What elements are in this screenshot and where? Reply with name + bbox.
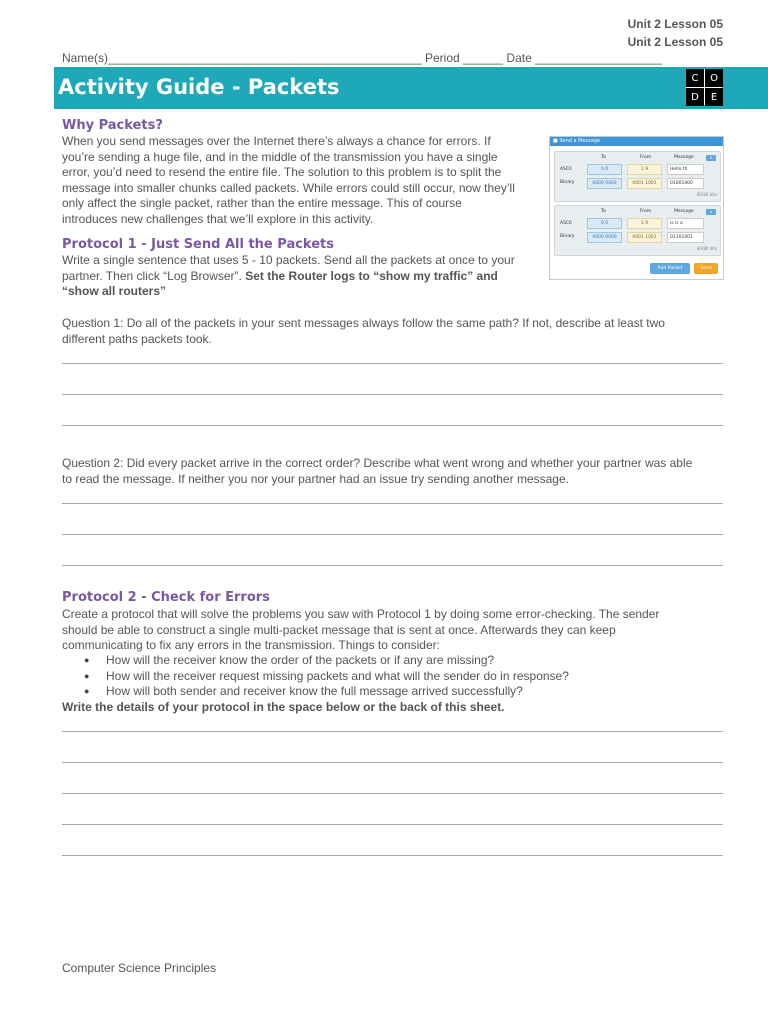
answer-line	[62, 762, 723, 763]
list-item: ● How will both sender and receiver know the full message arrived successfully?	[106, 684, 569, 700]
protocol-1-text: Write a single sentence that uses 5 - 10 packets. Send all the packets at once to your partner. Then click “Log Browser”. Set the Router logs to “show my traffic” and “show all routers”	[62, 253, 515, 298]
considerations-list	[62, 653, 569, 700]
answer-line	[62, 534, 723, 535]
from-ascii-input[interactable]: 1.9	[627, 164, 662, 175]
packet-editor: To From Message x ASCII Binary 0.0 1.9 Hello th 0000 0000 0001 1001 01001000 80/80 bits	[554, 151, 721, 202]
to-ascii-input[interactable]: 0.0	[587, 218, 622, 229]
list-item: ● How will the receiver request missing packets and what will the sender do in response?	[106, 669, 569, 685]
remove-packet-button[interactable]: x	[706, 209, 716, 215]
protocol-2-instruction: Write the details of your protocol in the space below or the back of this sheet.	[62, 700, 505, 714]
add-packet-button[interactable]: Add Packet	[650, 263, 690, 274]
remove-packet-button[interactable]: x	[706, 155, 716, 161]
answer-line	[62, 394, 723, 395]
send-message-widget	[549, 136, 724, 280]
protocol-1-heading: Protocol 1 - Just Send All the Packets	[62, 237, 334, 252]
question-1: Question 1: Do all of the packets in your sent messages always follow the same path? If not, describe at least two different paths packets took.	[62, 316, 665, 346]
to-binary-input[interactable]: 0000 0000	[587, 178, 622, 189]
from-ascii-input[interactable]: 1.9	[627, 218, 662, 229]
protocol-2-text: Create a protocol that will solve the problems you saw with Protocol 1 by doing some error-checking. The sender should be able to construct a single multi-packet message that is sent at once. Afterwards they can keep communicating to fix any errors in the transmission. Things to consider:	[62, 607, 660, 652]
answer-line	[62, 731, 723, 732]
page-title: Activity Guide - Packets	[58, 75, 340, 99]
from-binary-input[interactable]: 0001 1001	[627, 178, 662, 189]
message-binary-input[interactable]: 01001000	[667, 178, 704, 189]
answer-line	[62, 363, 723, 364]
why-packets-heading: Why Packets?	[62, 118, 163, 133]
banner-margin	[0, 67, 54, 109]
widget-header: ■ Send a Message	[550, 137, 723, 146]
packet-editor: To From Message x ASCII Binary 0.0 1.9 is is a 0000 0000 0001 1001 01101001 80/80 bits	[554, 205, 721, 256]
protocol-2-heading: Protocol 2 - Check for Errors	[62, 590, 270, 605]
footer-course-name: Computer Science Principles	[62, 961, 217, 975]
to-ascii-input[interactable]: 0.0	[587, 164, 622, 175]
logo-letter: O	[705, 69, 723, 87]
logo-letter: C	[686, 69, 704, 87]
logo-letter: E	[705, 88, 723, 106]
unit-lesson-label: Unit 2 Lesson 05	[627, 17, 723, 31]
why-packets-text: When you send messages over the Internet there’s always a chance for errors. If you’re sending a huge file, and in the middle of the transmission you have a single error, you’d need to resend the entire file. The solution to this problem is to split the message into smaller chunks called packets. While errors could still occur, now they’ll only affect the single packet, rather than the entire message. This of course introduces new challenges that we’ll explore in this activity.	[62, 134, 515, 226]
answer-line	[62, 425, 723, 426]
message-ascii-input[interactable]: Hello th	[667, 164, 704, 175]
logo-letter: D	[686, 88, 704, 106]
answer-line	[62, 793, 723, 794]
send-button[interactable]: Send	[694, 263, 718, 274]
unit-lesson-label-2: Unit 2 Lesson 05	[627, 35, 723, 49]
from-binary-input[interactable]: 0001 1001	[627, 232, 662, 243]
message-ascii-input[interactable]: is is a	[667, 218, 704, 229]
answer-line	[62, 855, 723, 856]
answer-line	[62, 565, 723, 566]
answer-line	[62, 824, 723, 825]
message-binary-input[interactable]: 01101001	[667, 232, 704, 243]
answer-line	[62, 503, 723, 504]
question-2: Question 2: Did every packet arrive in the correct order? Describe what went wrong and whether your partner was able to read the message. If neither you nor your partner had an issue try sending another message.	[62, 456, 693, 486]
name-period-date-line: Name(s)_______________________________________________ Period ______ Date ___________________	[62, 51, 662, 65]
list-item: ● How will the receiver know the order of the packets or if any are missing?	[106, 653, 569, 669]
to-binary-input[interactable]: 0000 0000	[587, 232, 622, 243]
code-logo	[686, 69, 722, 105]
